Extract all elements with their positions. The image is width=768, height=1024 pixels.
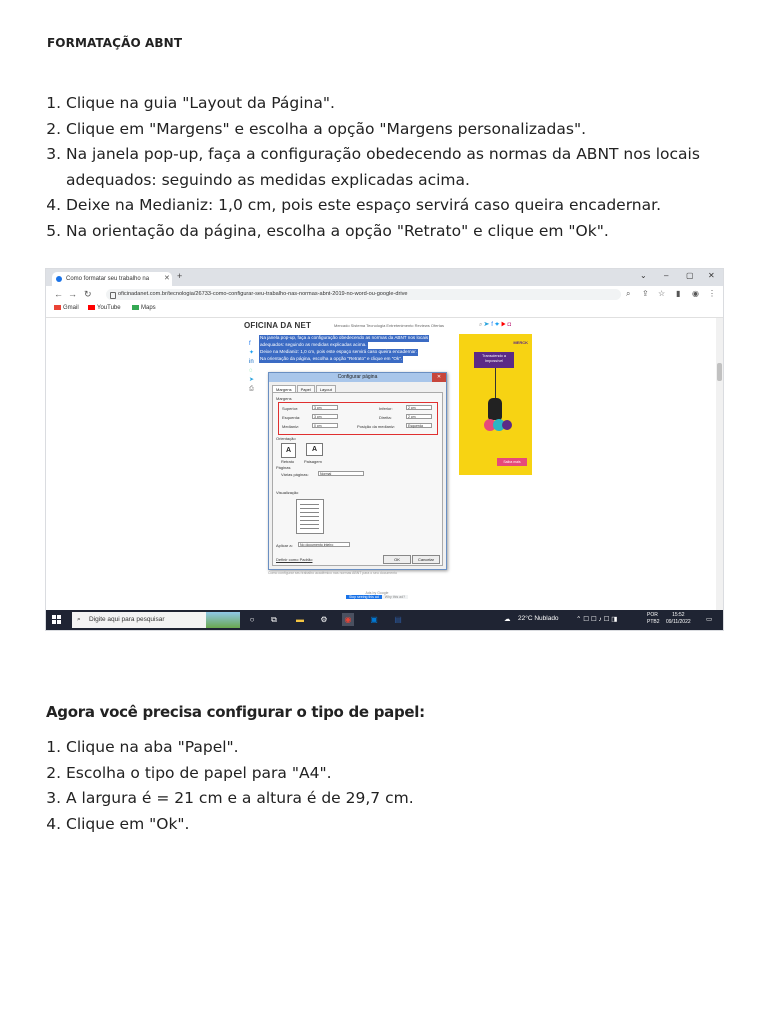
cortana-icon[interactable]: ○	[249, 615, 255, 624]
tab-title: Como formatar seu trabalho na	[66, 276, 150, 282]
medianiz-field[interactable]: 0 cm	[312, 423, 338, 428]
bookmark-gmail[interactable]: Gmail	[54, 305, 79, 311]
aplicar-select[interactable]: No documento inteiro	[298, 542, 350, 547]
windows-taskbar	[46, 610, 723, 630]
list-item: 3. Na janela pop-up, faça a configuração obedecendo as normas da ABNT nos locais adequados: seguindo as medidas explicadas acima.	[66, 142, 746, 193]
ads-by-google: Ads by Google Stop seeing this ad Why this ad?	[346, 591, 408, 599]
ad-brand: MERCK	[513, 340, 528, 345]
bookmarks-bar	[46, 303, 723, 318]
section-pages: Páginas	[276, 465, 291, 470]
twitter-icon[interactable]: ✦	[249, 350, 255, 356]
superior-field[interactable]: 3 cm	[312, 405, 338, 410]
list-item: 2. Clique em "Margens" e escolha a opção "Margens personalizadas".	[66, 117, 746, 143]
new-tab-icon[interactable]: +	[177, 271, 183, 281]
print-icon[interactable]: ⎙	[249, 386, 254, 392]
word-icon[interactable]: ▤	[394, 615, 402, 624]
posicao-select[interactable]: Esquerda	[406, 423, 432, 428]
telegram-icon[interactable]: ➤	[484, 322, 490, 328]
taskbar-search-input[interactable]: ⌕ Digite aqui para pesquisar	[72, 612, 207, 628]
tab-search-icon[interactable]: ⌄	[640, 271, 647, 280]
notification-icon[interactable]: ▭	[706, 616, 713, 623]
tab-layout[interactable]: Layout	[316, 385, 336, 393]
file-explorer-icon[interactable]: ▬	[296, 615, 304, 624]
site-nav[interactable]: Mercado Sistema Tecnologia Entretenimento Reviews Ofertas	[334, 323, 444, 328]
dialog-body	[272, 392, 443, 566]
stop-ad-button[interactable]: Stop seeing this ad	[346, 595, 382, 599]
bookmark-maps[interactable]: Maps	[132, 305, 156, 311]
chrome-icon[interactable]: ◉	[342, 613, 354, 626]
restore-icon[interactable]: ▢	[686, 271, 694, 280]
image-caption: Como configurar seu trabalho acadêmico nas normas ABNT para o seu documento	[268, 571, 398, 575]
twitter-icon[interactable]: ✦	[494, 322, 500, 328]
forward-icon[interactable]: →	[68, 289, 77, 299]
settings-icon[interactable]: ⚙	[320, 615, 328, 624]
dialog-close-icon[interactable]: ✕	[432, 373, 446, 382]
direita-label: Direita:	[379, 415, 392, 420]
minimize-icon[interactable]: –	[664, 271, 669, 280]
inferior-label: Inferior:	[379, 406, 393, 411]
margins-highlight-box	[278, 402, 438, 435]
youtube-icon	[88, 305, 95, 310]
list-item: 4. Clique em "Ok".	[66, 812, 746, 838]
gmail-icon	[54, 305, 61, 310]
back-icon[interactable]: ←	[54, 289, 63, 299]
tray-icons[interactable]: ⌃ ☐ ☐ ♪ ☐ ◨	[576, 616, 618, 623]
lock-icon	[110, 292, 116, 299]
list-item: 5. Na orientação da página, escolha a opção "Retrato" e clique em "Ok".	[66, 219, 746, 245]
document-title: FORMATAÇÃO ABNT	[47, 36, 183, 50]
share-sidebar	[249, 340, 254, 394]
ad-cta-button[interactable]: Saiba mais	[497, 458, 527, 466]
linkedin-icon[interactable]: in	[249, 359, 254, 365]
weather-text[interactable]: 22°C Nublado	[518, 615, 559, 622]
highlighted-text: Na janela pop-up, faça a configuração obedecendo as normas da ABNT nos locais	[260, 335, 429, 340]
telegram-icon[interactable]: ➤	[249, 377, 255, 383]
page-preview	[296, 499, 324, 534]
retrato-label[interactable]: Retrato	[281, 459, 295, 464]
direita-field[interactable]: 2 cm	[406, 414, 432, 419]
address-bar-row	[46, 286, 723, 303]
search-highlight-image	[206, 612, 240, 628]
highlighted-text: adequados: seguindo as medidas explicadas acima.	[260, 342, 367, 347]
embedded-screenshot	[45, 268, 724, 631]
facebook-icon[interactable]: f	[249, 341, 251, 347]
language-indicator[interactable]: POR PTB2	[647, 612, 660, 625]
bookmark-youtube[interactable]: YouTube	[88, 305, 121, 311]
favicon-icon	[56, 276, 62, 282]
facebook-icon[interactable]: f	[491, 322, 493, 328]
varias-select[interactable]: Normal	[318, 471, 364, 476]
medianiz-label: Medianiz:	[282, 424, 300, 429]
youtube-icon[interactable]: ▶	[501, 322, 506, 328]
highlighted-text: Na orientação da página, escolha a opção "Retrato" e clique em "Ok".	[260, 356, 403, 361]
esquerda-label: Esquerda:	[282, 415, 301, 420]
profile-icon[interactable]: ◉	[692, 289, 699, 298]
cancel-button[interactable]: Cancelar	[412, 555, 440, 564]
weather-icon: ☁	[504, 616, 511, 623]
list-item: 1. Clique na guia "Layout da Página".	[66, 91, 746, 117]
windows-start-icon[interactable]	[52, 615, 62, 625]
menu-icon[interactable]: ⋮	[708, 289, 716, 298]
task-view-icon[interactable]: ⧉	[271, 615, 277, 624]
whatsapp-icon[interactable]: ◌	[249, 368, 253, 374]
section-heading-paper: Agora você precisa configurar o tipo de papel:	[46, 703, 425, 721]
list-item: 2. Escolha o tipo de papel para "A4".	[66, 761, 746, 787]
sidepanel-icon[interactable]: ▮	[676, 289, 681, 298]
url-input[interactable]	[106, 289, 621, 300]
search-icon[interactable]: ⌕	[479, 322, 483, 328]
social-icons[interactable]	[479, 322, 511, 329]
page-scrollbar[interactable]	[716, 318, 723, 610]
browser-tab[interactable]	[52, 272, 172, 286]
list-item: 1. Clique na aba "Papel".	[66, 735, 746, 761]
inferior-field[interactable]: 2 cm	[406, 405, 432, 410]
close-window-icon[interactable]: ✕	[708, 271, 715, 280]
maps-icon	[132, 305, 139, 310]
superior-label: Superior:	[282, 406, 299, 411]
paisagem-label[interactable]: Paisagem	[304, 459, 322, 464]
why-ad-button[interactable]: Why this ad?	[382, 595, 408, 599]
tab-margens[interactable]: Margens	[272, 385, 296, 393]
outlook-icon[interactable]: ▣	[370, 615, 378, 624]
zoom-icon[interactable]: ⌕	[626, 289, 631, 298]
section-margins: Margens	[276, 396, 292, 401]
clock[interactable]: 15:52 09/11/2022	[666, 612, 691, 625]
ok-button[interactable]: OK	[383, 555, 411, 564]
highlighted-text: Deixe na Medianiz: 1,0 cm, pois este espaço servirá caso queira encadernar.	[260, 349, 417, 354]
list-item: 4. Deixe na Medianiz: 1,0 cm, pois este espaço servirá caso queira encadernar.	[66, 193, 746, 219]
search-icon: ⌕	[77, 616, 81, 623]
page-setup-dialog	[268, 372, 447, 570]
instagram-icon[interactable]: ◘	[507, 322, 512, 328]
url-text: oficinadanet.com.br/tecnologia/26733-como-configurar-seu-trabalho-nas-normas-abnt-2019-no-word-ou-google-drive	[118, 291, 408, 297]
aplicar-label: Aplicar a:	[276, 543, 293, 548]
close-tab-icon[interactable]: ✕	[164, 275, 170, 282]
share-icon[interactable]: ⇪	[642, 289, 649, 298]
portrait-icon[interactable]: A	[281, 443, 296, 458]
ad-title: Transciendo a Impossível	[474, 352, 514, 368]
tab-papel[interactable]: Papel	[297, 385, 315, 393]
steps-list-margins	[40, 91, 746, 244]
ad-shapes-icon	[483, 418, 513, 432]
reload-icon[interactable]: ↻	[84, 289, 92, 299]
dialog-title: Configurar página ✕	[269, 373, 446, 382]
section-orientation: Orientação	[276, 436, 296, 441]
esquerda-field[interactable]: 3 cm	[312, 414, 338, 419]
web-page	[46, 318, 716, 610]
site-logo[interactable]: OFICINA DA NET	[244, 321, 312, 330]
steps-list-paper	[40, 735, 746, 837]
lightbulb-icon	[488, 398, 502, 420]
varias-label: Várias páginas:	[281, 472, 309, 477]
star-icon[interactable]: ☆	[658, 289, 666, 298]
default-button[interactable]: Definir como Padrão	[276, 557, 313, 562]
advertisement[interactable]	[459, 334, 532, 475]
landscape-icon[interactable]: A	[306, 443, 323, 456]
list-item: 3. A largura é = 21 cm e a altura é de 29,7 cm.	[66, 786, 746, 812]
posicao-label: Posição da medianiz:	[357, 424, 396, 429]
section-preview: Visualização	[276, 490, 299, 495]
browser-tab-bar	[46, 269, 723, 286]
